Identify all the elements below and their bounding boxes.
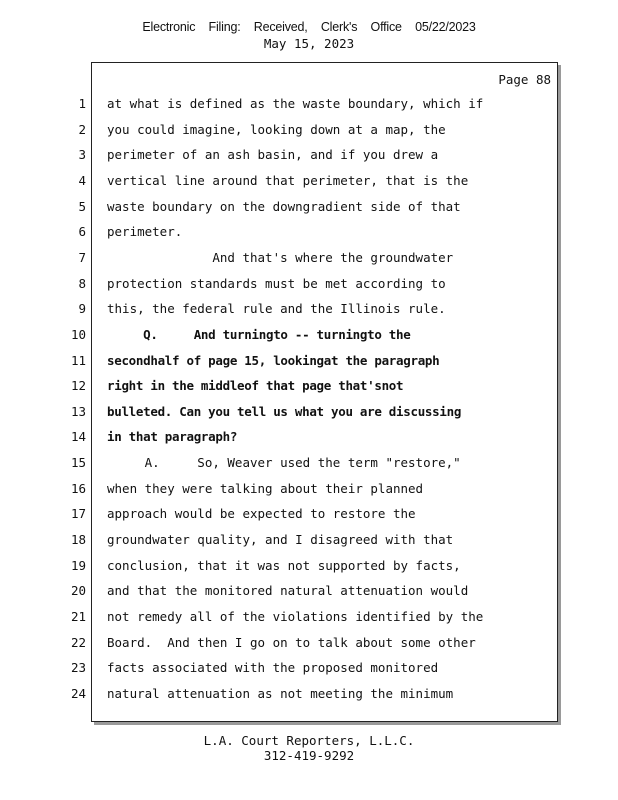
- line-number: 20: [70, 583, 86, 598]
- footer-company: L.A. Court Reporters, L.L.C.: [203, 733, 415, 748]
- filing-word-clerks: Clerk's: [320, 20, 358, 34]
- page-number: Page 88: [498, 72, 551, 87]
- line-text: you could imagine, looking down at a map, the: [107, 122, 446, 137]
- line-text: right in the middleof that page that'snot: [107, 378, 404, 393]
- line-text: waste boundary on the downgradient side of that: [107, 199, 461, 214]
- line-text: at what is defined as the waste boundary, which if: [107, 96, 484, 111]
- line-text: vertical line around that perimeter, that is the: [107, 173, 469, 188]
- line-text: A. So, Weaver used the term "restore,": [107, 455, 461, 470]
- line-number: 2: [78, 122, 86, 137]
- line-number: 15: [70, 455, 86, 470]
- filing-stamp-header: [0, 20, 618, 34]
- line-text: natural attenuation as not meeting the minimum: [107, 686, 454, 701]
- line-text: secondhalf of page 15, lookingat the paragraph: [107, 353, 440, 368]
- line-number: 19: [70, 558, 86, 573]
- line-text: when they were talking about their planned: [107, 481, 424, 496]
- line-number: 18: [70, 532, 86, 547]
- line-number: 24: [70, 686, 86, 701]
- line-text: not remedy all of the violations identified by the: [107, 609, 484, 624]
- line-number: 10: [70, 327, 86, 342]
- line-text: this, the federal rule and the Illinois rule.: [107, 301, 446, 316]
- line-number: 8: [78, 276, 86, 291]
- filing-word-filing: Filing:: [208, 20, 241, 34]
- line-number: 11: [70, 353, 86, 368]
- line-text: and that the monitored natural attenuation would: [107, 583, 469, 598]
- line-number: 1: [78, 96, 86, 111]
- line-text: perimeter.: [107, 224, 183, 239]
- line-number: 7: [78, 250, 86, 265]
- line-number: 16: [70, 481, 86, 496]
- line-number: 5: [78, 199, 86, 214]
- transcript-date: May 15, 2023: [263, 36, 355, 51]
- line-number: 14: [70, 429, 86, 444]
- filing-date: 05/22/2023: [415, 20, 476, 34]
- line-text: groundwater quality, and I disagreed with that: [107, 532, 454, 547]
- line-text: bulleted. Can you tell us what you are discussing: [107, 404, 462, 419]
- line-number: 23: [70, 660, 86, 675]
- filing-word-electronic: Electronic: [142, 20, 196, 34]
- line-number: 17: [70, 506, 86, 521]
- line-text: perimeter of an ash basin, and if you drew a: [107, 147, 439, 162]
- line-text: approach would be expected to restore the: [107, 506, 416, 521]
- line-number: 22: [70, 635, 86, 650]
- line-text: in that paragraph?: [107, 429, 238, 444]
- line-number: 13: [70, 404, 86, 419]
- line-number: 9: [78, 301, 86, 316]
- line-number: 4: [78, 173, 86, 188]
- line-number: 21: [70, 609, 86, 624]
- line-text: Q. And turningto -- turningto the: [107, 327, 411, 342]
- line-text: facts associated with the proposed monitored: [107, 660, 439, 675]
- line-number: 3: [78, 147, 86, 162]
- footer-phone: 312-419-9292: [263, 748, 355, 763]
- line-text: conclusion, that it was not supported by facts,: [107, 558, 461, 573]
- line-number: 6: [78, 224, 86, 239]
- filing-word-received: Received,: [253, 20, 308, 34]
- line-text: And that's where the groundwater: [107, 250, 454, 265]
- line-number: 12: [70, 378, 86, 393]
- filing-word-office: Office: [370, 20, 402, 34]
- line-text: protection standards must be met according to: [107, 276, 446, 291]
- line-text: Board. And then I go on to talk about some other: [107, 635, 476, 650]
